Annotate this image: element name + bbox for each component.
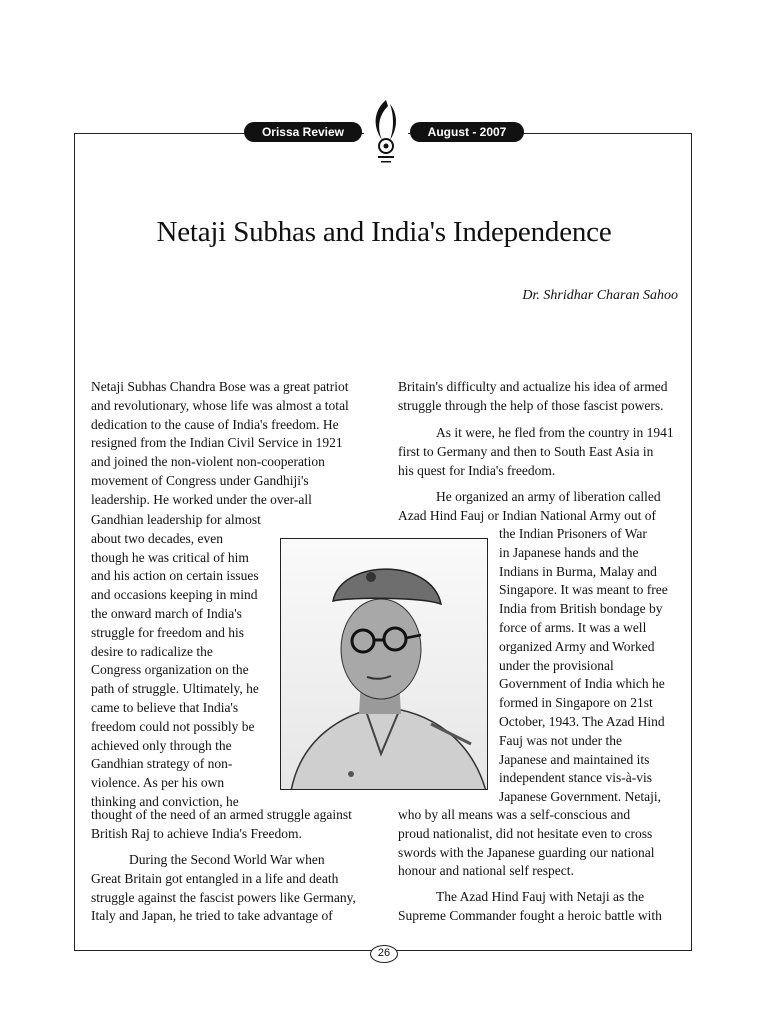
right-para3-wrap: the Indian Prisoners of War in Japanese hands and the Indians in Burma, Malay and Singapore. It was meant to free India from British bondage by force of arms. It was a well organized Army and Worked under the provisional Government of India which he formed in Singapore on 21st October, 1943. The Azad Hind Fauj was not under the Japanese and maintained its independent stance vis-à-vis Japanese Government. Netaji, [499, 526, 668, 805]
left-para1-wrap: Gandhian leadership for almost about two decades, even though he was critical of him and his action on certain issues and occasions keeping in mind the onward march of India's struggle for freedom and his desire to radicalize the Congress organization on the path of struggle. Ultimately, he came to believe that India's freedom could not possibly be achieved only through the Gandhian strategy of non- violence. As per his own thinking and conviction, he [91, 512, 261, 809]
left-para2: During the Second World War when Great Britain got entangled in a life and death struggle against the fascist powers like Germany, Italy and Japan, he tried to take advantage of [91, 852, 356, 924]
right-para3-bottom: who by all means was a self-conscious and proud nationalist, did not hesitate even to cross swords with the Japanese guarding our national honour and national self respect. [398, 807, 655, 879]
journal-name-badge: Orissa Review [244, 122, 362, 142]
portrait-photo [280, 538, 488, 790]
issue-date-badge: August - 2007 [410, 122, 524, 142]
page-number: 26 [370, 945, 398, 963]
article-title: Netaji Subhas and India's Independence [156, 216, 612, 248]
left-para1-bottom: thought of the need of an armed struggle against British Raj to achieve India's Freedom. [91, 807, 352, 841]
right-para2: As it were, he fled from the country in 1941 first to Germany and then to South East Asia in his quest for India's freedom. [398, 425, 674, 478]
government-emblem-logo-icon [364, 96, 408, 170]
portrait-photograph-icon [281, 539, 488, 790]
right-para1: Britain's difficulty and actualize his idea of armed struggle through the help of those fascist powers. [398, 379, 668, 413]
right-para4: The Azad Hind Fauj with Netaji as the Supreme Commander fought a heroic battle with [398, 889, 662, 923]
right-para3-top: He organized an army of liberation called Azad Hind Fauj or Indian National Army out of [398, 489, 661, 523]
left-para1-top: Netaji Subhas Chandra Bose was a great patriot and revolutionary, whose life was almost a total dedication to the cause of India's freedom. He resigned from the Indian Civil Service in 1921 and joined the non-violent non-cooperation movement of Congress under Gandhiji's leadership. He worked under the over-all [91, 379, 349, 507]
article-author: Dr. Shridhar Charan Sahoo [522, 288, 678, 303]
